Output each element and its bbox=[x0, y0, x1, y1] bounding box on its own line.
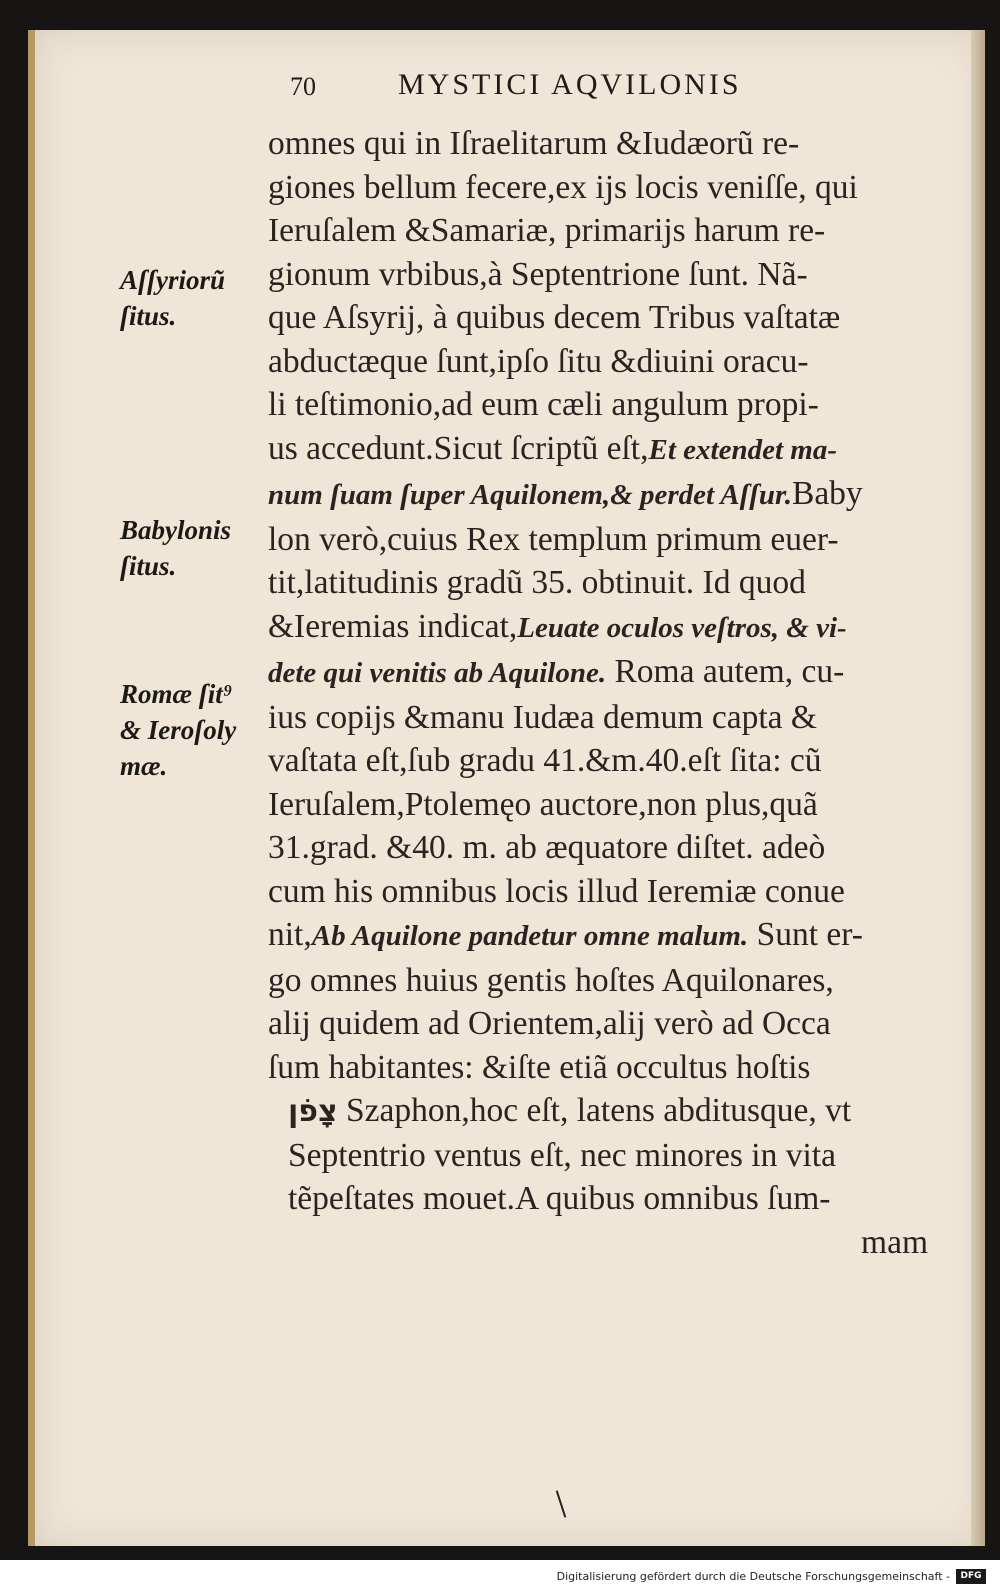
hebrew-word: צָפֹן bbox=[288, 1094, 338, 1129]
text-line bbox=[268, 1046, 928, 1090]
text-span: gionum vrbibus,à Septentrione ſunt. Nã- bbox=[268, 255, 808, 293]
text-span: abductæque ſunt,ipſo ſitu &diuini oracu- bbox=[268, 342, 809, 380]
text-line bbox=[268, 1002, 928, 1046]
marginal-note-line: ſitus. bbox=[120, 301, 177, 331]
funding-credit: Digitalisierung gefördert durch die Deutsche Forschungsgemeinschaft - bbox=[556, 1570, 950, 1583]
marginal-note-assyria bbox=[120, 262, 270, 334]
text-line bbox=[268, 959, 928, 1003]
text-span: Septentrio ventus eſt, nec minores in vita bbox=[288, 1136, 836, 1174]
marginal-note-line: Romæ ſit⁹ bbox=[120, 679, 233, 709]
text-line bbox=[268, 1177, 928, 1221]
text-span: alij quidem ad Orientem,alij verò ad Occa bbox=[268, 1005, 831, 1042]
text-line bbox=[268, 783, 928, 827]
marginal-note-line: Aſſyriorũ bbox=[120, 265, 226, 295]
italic-quotation: num ſuam ſuper Aquilonem,& perdet Aſſur. bbox=[268, 479, 792, 511]
main-text-block bbox=[268, 122, 928, 1264]
text-line bbox=[268, 166, 928, 210]
text-line bbox=[268, 1221, 928, 1265]
text-line bbox=[268, 870, 928, 914]
text-line bbox=[268, 340, 928, 384]
italic-quotation: Leuate oculos veſtros, & vi- bbox=[517, 611, 847, 644]
italic-quotation: dete qui venitis ab Aquilone. bbox=[268, 657, 607, 689]
text-line bbox=[268, 472, 928, 518]
text-span: tit,latitudinis gradũ 35. obtinuit. Id quod bbox=[268, 564, 806, 601]
text-span: que Aſsyrij, à quibus decem Tribus vaſtatæ bbox=[268, 299, 841, 336]
marginal-note-babylon bbox=[120, 512, 270, 584]
text-span: us accedunt.Sicut ſcriptũ eſt, bbox=[268, 429, 649, 467]
page-edge bbox=[971, 30, 985, 1546]
dfg-logo: DFG bbox=[956, 1569, 986, 1584]
text-line bbox=[268, 209, 928, 253]
text-span: Sunt er- bbox=[748, 916, 863, 953]
text-span: Szaphon,hoc eſt, latens abditusque, vt bbox=[337, 1092, 852, 1129]
marginal-note-line: mæ. bbox=[120, 751, 168, 781]
text-span: li teſtimonio,ad eum cæli angulum propi- bbox=[268, 386, 819, 423]
text-line bbox=[268, 383, 928, 427]
text-line bbox=[268, 296, 928, 340]
text-line bbox=[268, 605, 928, 651]
running-title: MYSTICI AQVILONIS bbox=[398, 68, 742, 101]
text-line bbox=[268, 518, 928, 562]
running-header bbox=[290, 68, 850, 108]
italic-quotation: Et extendet ma- bbox=[648, 433, 837, 466]
text-line bbox=[268, 696, 928, 740]
text-span: 31.grad. &40. m. ab æquatore diſtet. adeò bbox=[268, 829, 826, 866]
text-span: giones bellum fecere,ex ijs locis veniſſe, qui bbox=[268, 168, 858, 206]
text-span: nit, bbox=[268, 916, 312, 953]
text-span: vaſtata eſt,ſub gradu 41.&m.40.eſt ſita: cũ bbox=[268, 742, 822, 779]
text-line bbox=[268, 826, 928, 870]
text-span: &Ieremias indicat, bbox=[268, 607, 518, 645]
text-line bbox=[268, 1134, 928, 1178]
marginal-note-line: & Ieroſoly bbox=[120, 715, 237, 745]
marginal-note-line: Babylonis bbox=[120, 515, 232, 545]
text-line bbox=[268, 122, 928, 166]
text-span: Ieruſalem,Ptolemęo auctore,non plus,quã bbox=[268, 785, 818, 823]
italic-quotation: Ab Aquilone pandetur omne malum. bbox=[311, 920, 749, 952]
text-span: lon verò,cuius Rex templum primum euer- bbox=[268, 520, 839, 558]
text-span: mam bbox=[861, 1223, 928, 1261]
text-line bbox=[268, 561, 928, 605]
text-span: Baby bbox=[791, 475, 863, 512]
text-span: ſum habitantes: &iſte etiã occultus hoſtis bbox=[268, 1048, 811, 1086]
text-span: omnes qui in Iſraelitarum &Iudæorũ re- bbox=[268, 125, 800, 162]
text-span: cum his omnibus locis illud Ieremiæ conue bbox=[268, 872, 845, 910]
marginal-note-line: ſitus. bbox=[120, 551, 177, 581]
text-line bbox=[268, 650, 928, 696]
text-span: tẽpeſtates mouet.A quibus omnibus ſum- bbox=[288, 1180, 831, 1217]
text-span: go omnes huius gentis hoſtes Aquilonares, bbox=[268, 961, 834, 999]
text-span: ius copijs &manu Iudæa demum capta & bbox=[268, 698, 817, 736]
text-line bbox=[268, 913, 928, 959]
text-line bbox=[268, 739, 928, 783]
text-line bbox=[268, 253, 928, 297]
text-line bbox=[268, 427, 928, 473]
text-span: Roma autem, cu- bbox=[606, 653, 845, 690]
text-line bbox=[268, 1089, 928, 1134]
page-number: 70 bbox=[290, 72, 316, 101]
marginal-note-roma bbox=[120, 676, 270, 784]
footer-bar bbox=[0, 1560, 1000, 1595]
text-span: Ieruſalem &Samariæ, primarijs harum re- bbox=[268, 212, 826, 249]
